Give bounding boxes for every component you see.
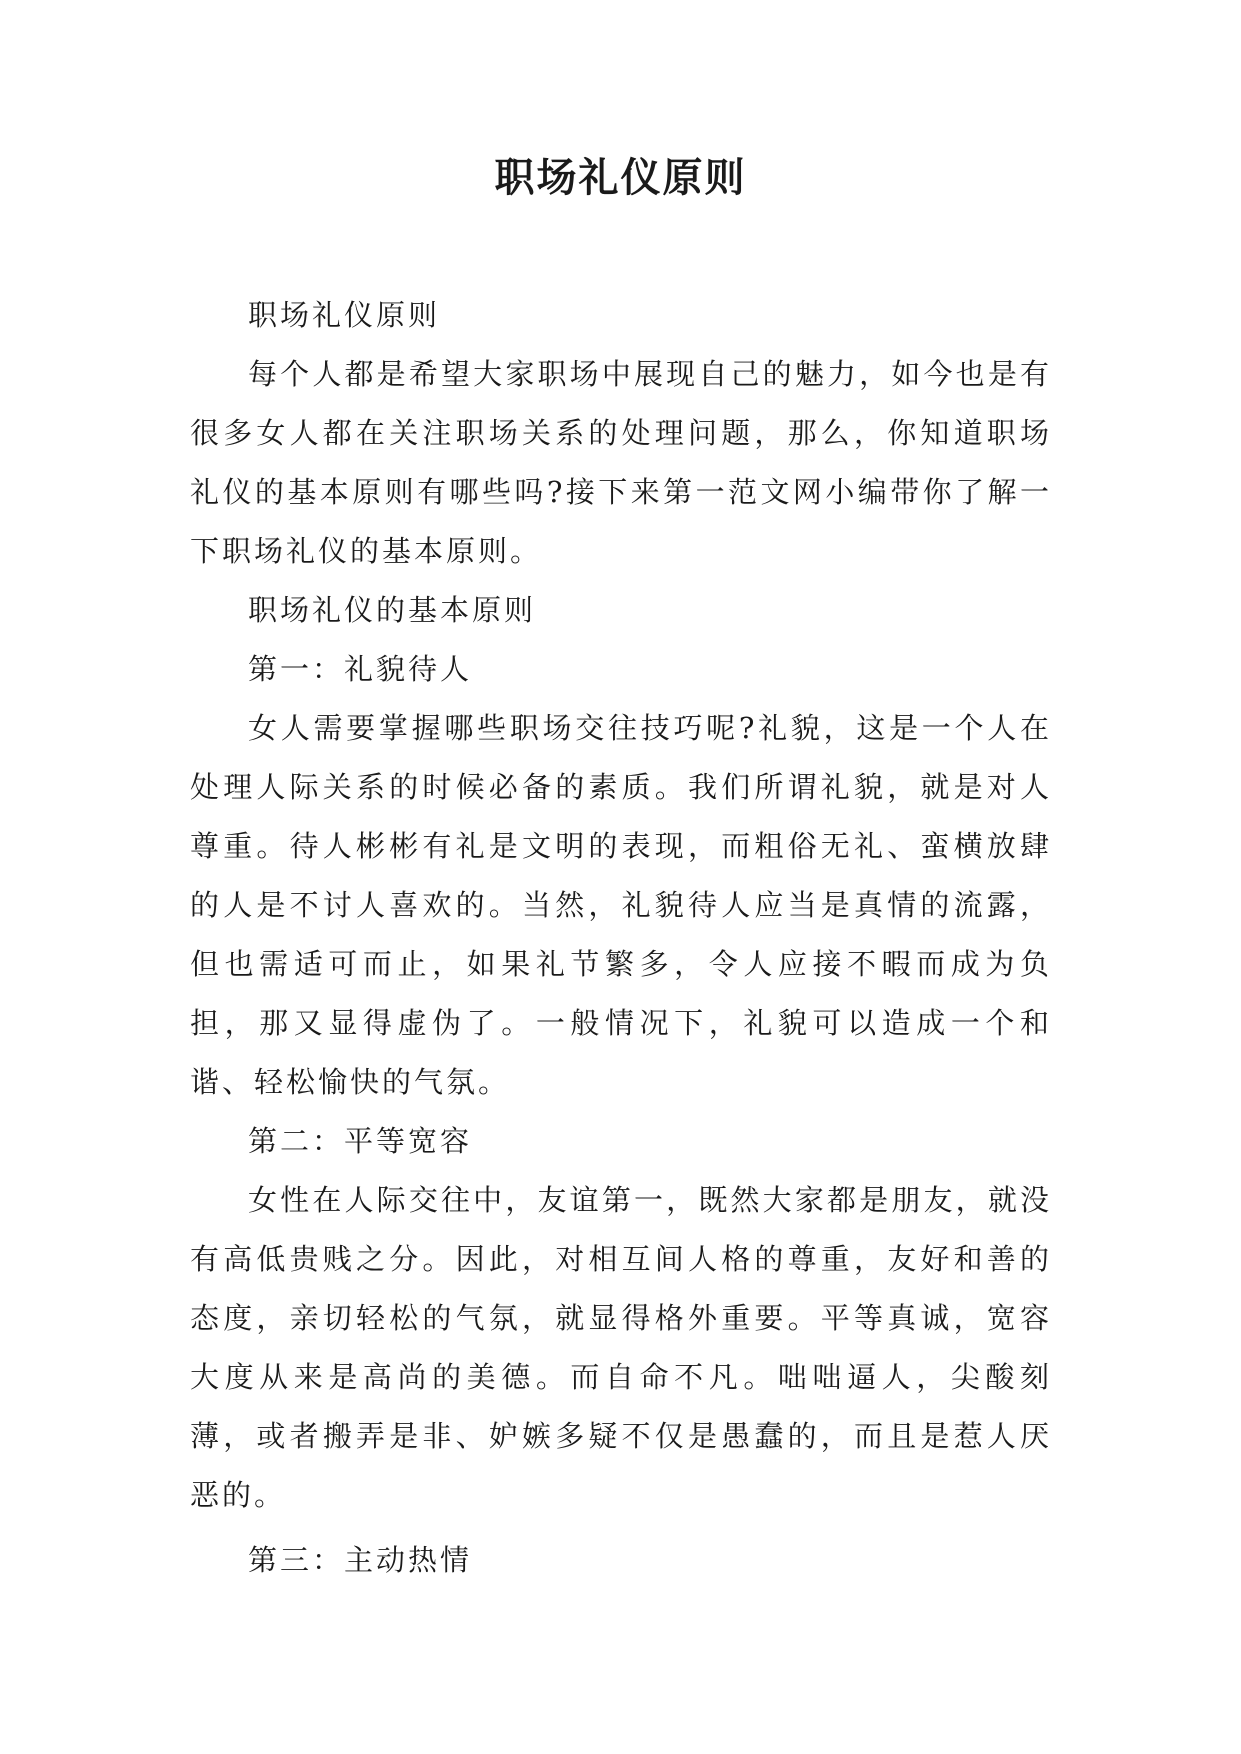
document-body — [190, 286, 1052, 1590]
subsection-heading-1: 第一：礼貌待人 — [248, 652, 473, 686]
section-heading: 职场礼仪的基本原则 — [248, 593, 537, 627]
document-title: 职场礼仪原则 — [494, 155, 747, 201]
paragraph-equality: 女性在人际交往中，友谊第一，既然大家都是朋友，就没有高低贵贱之分。因此，对相互间人格的尊重，友好和善的态度，亲切轻松的气氛，就显得格外重要。平等真诚，宽容大度从来是高尚的美德。而自命不凡。咄咄逼人，尖酸刻薄，或者搬弄是非、妒嫉多疑不仅是愚蠢的，而且是惹人厌恶的。 — [190, 1183, 1052, 1512]
subsection-heading-2: 第二：平等宽容 — [248, 1124, 473, 1158]
paragraph-politeness: 女人需要掌握哪些职场交往技巧呢?礼貌，这是一个人在处理人际关系的时候必备的素质。我们所谓礼貌，就是对人尊重。待人彬彬有礼是文明的表现，而粗俗无礼、蛮横放肆的人是不讨人喜欢的。当然，礼貌待人应当是真情的流露，但也需适可而止，如果礼节繁多，令人应接不暇而成为负担，那又显得虚伪了。一般情况下，礼貌可以造成一个和谐、轻松愉快的气氛。 — [190, 711, 1052, 1099]
paragraph-intro: 每个人都是希望大家职场中展现自己的魅力，如今也是有很多女人都在关注职场关系的处理问题，那么，你知道职场礼仪的基本原则有哪些吗?接下来第一范文网小编带你了解一下职场礼仪的基本原则。 — [190, 357, 1052, 568]
paragraph-heading: 职场礼仪原则 — [248, 298, 441, 332]
subsection-heading-3: 第三：主动热情 — [248, 1543, 473, 1577]
